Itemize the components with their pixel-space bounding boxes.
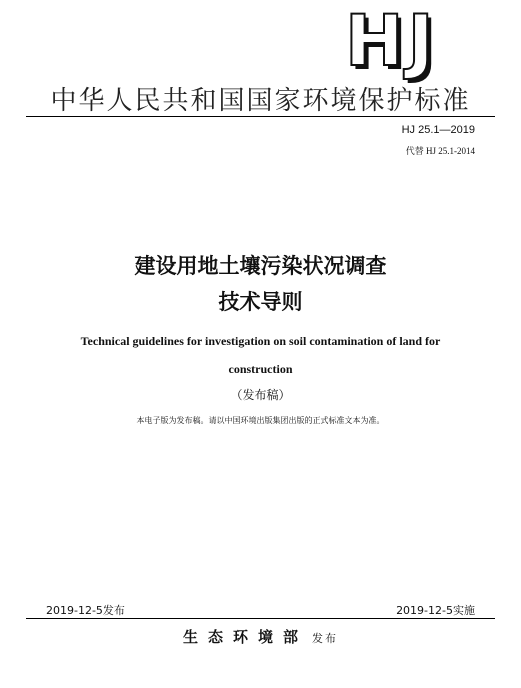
- publisher-line: [0, 626, 521, 647]
- footer-divider: [26, 618, 495, 619]
- issue-date: 2019-12-5发布: [46, 604, 125, 617]
- electronic-version-note: 本电子版为发布稿。请以中国环境出版集团出版的正式标准文本为准。: [136, 416, 385, 425]
- standard-number: HJ 25.1—2019: [401, 124, 475, 136]
- document-title-cn-line2: 技术导则: [218, 290, 303, 314]
- document-title-en-line2: construction: [228, 362, 293, 376]
- document-title-en-line1: Technical guidelines for investigation on soil contamination of land for: [80, 334, 441, 348]
- replaces-standard: 代替 HJ 25.1-2014: [405, 146, 475, 156]
- draft-label: （发布稿）: [230, 388, 291, 402]
- standard-category-title: 中华人民共和国国家环境保护标准: [50, 86, 471, 116]
- document-title-cn-line1: 建设用地土壤污染状况调查: [134, 254, 387, 278]
- publisher-suffix: 发布: [312, 632, 338, 645]
- publisher-name: 生态环境部: [182, 628, 308, 646]
- hj-logo: HJ: [345, 0, 438, 82]
- header-divider: [26, 116, 495, 117]
- effective-date: 2019-12-5实施: [396, 604, 475, 617]
